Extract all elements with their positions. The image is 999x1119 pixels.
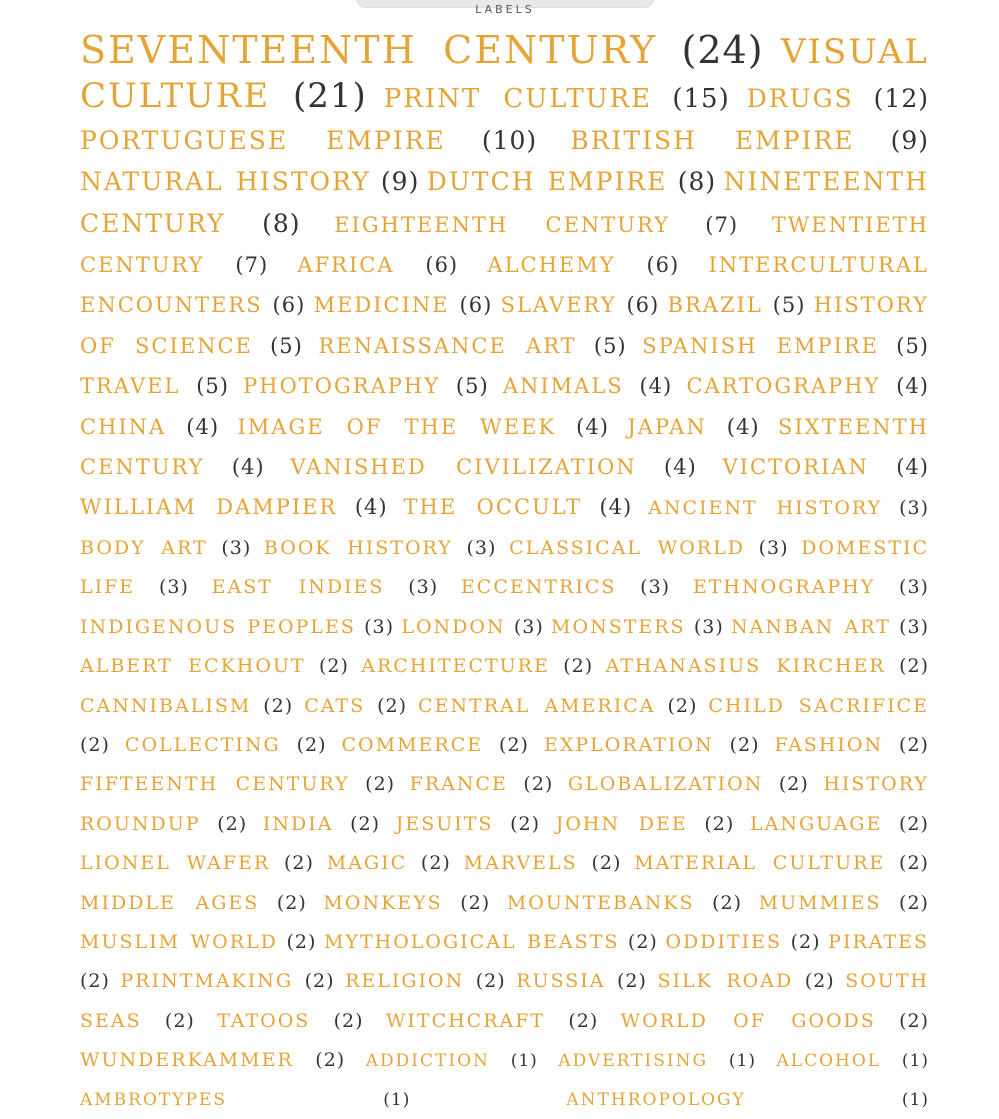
label-name: ANTHROPOLOGY bbox=[566, 1089, 746, 1110]
label-name: ODDITIES bbox=[665, 930, 783, 953]
label-name: DUTCH EMPIRE bbox=[426, 167, 668, 197]
label-name: ADDICTION bbox=[365, 1051, 490, 1072]
label-count: (5) bbox=[593, 333, 627, 358]
label-count: (4) bbox=[231, 455, 265, 480]
label-name: CANNIBALISM bbox=[80, 694, 252, 717]
label-count: (2) bbox=[377, 694, 408, 717]
label-name: VISUAL CULTURE bbox=[80, 32, 929, 117]
label-name: PHOTOGRAPHY bbox=[243, 374, 441, 399]
label-count: (12) bbox=[873, 84, 929, 114]
label-link-printmaking[interactable] bbox=[120, 970, 334, 992]
label-link-wunderkammer[interactable] bbox=[80, 1049, 345, 1071]
label-link-london[interactable] bbox=[401, 616, 543, 638]
label-name: BRAZIL bbox=[667, 293, 763, 318]
label-link-renaissance-art[interactable] bbox=[318, 334, 626, 358]
label-count: (6) bbox=[425, 253, 459, 278]
label-cloud bbox=[80, 28, 930, 1119]
label-name: ALBERT ECKHOUT bbox=[80, 655, 306, 678]
label-count: (1) bbox=[901, 1089, 929, 1110]
label-count: (2) bbox=[899, 852, 929, 875]
label-name: COMMERCE bbox=[341, 733, 484, 756]
label-name: EAST INDIES bbox=[211, 576, 385, 599]
label-link-jesuits[interactable] bbox=[396, 813, 540, 835]
label-count: (2) bbox=[899, 655, 930, 678]
label-count: (2) bbox=[284, 852, 314, 875]
label-count: (2) bbox=[296, 733, 327, 756]
label-name: EXPLORATION bbox=[543, 733, 714, 756]
label-count: (2) bbox=[510, 812, 541, 835]
label-link-cartography[interactable] bbox=[686, 374, 929, 398]
label-link-religion[interactable] bbox=[345, 970, 506, 992]
label-link-mountebanks[interactable] bbox=[507, 892, 742, 914]
label-link-addiction[interactable] bbox=[366, 1051, 538, 1071]
label-link-lionel-wafer[interactable] bbox=[80, 852, 314, 874]
label-name: JESUITS bbox=[395, 812, 494, 835]
label-name: ECCENTRICS bbox=[460, 576, 617, 599]
label-name: PORTUGUESE EMPIRE bbox=[80, 125, 446, 155]
label-name: MAGIC bbox=[326, 852, 408, 875]
label-link-albert-eckhout[interactable] bbox=[80, 655, 349, 677]
label-name: SPANISH EMPIRE bbox=[642, 333, 880, 358]
label-link-william-dampier[interactable] bbox=[80, 495, 388, 519]
label-count: (2) bbox=[333, 1009, 364, 1032]
label-name: INDIA bbox=[262, 812, 334, 835]
label-link-marvels[interactable] bbox=[464, 852, 622, 874]
label-name: ETHNOGRAPHY bbox=[692, 576, 876, 599]
label-link-medicine[interactable] bbox=[314, 293, 493, 317]
label-link-travel[interactable] bbox=[80, 374, 229, 398]
label-name: CHINA bbox=[80, 414, 167, 439]
label-count: (7) bbox=[235, 253, 269, 278]
label-link-monkeys[interactable] bbox=[323, 892, 490, 914]
label-link-east-indies[interactable] bbox=[212, 576, 438, 598]
label-count: (3) bbox=[899, 615, 930, 638]
label-count: (1) bbox=[383, 1089, 411, 1110]
label-count: (2) bbox=[318, 655, 349, 678]
label-name: HISTORY ROUNDUP bbox=[80, 773, 929, 835]
label-link-dutch-empire[interactable] bbox=[427, 167, 716, 196]
label-name: GLOBALIZATION bbox=[567, 773, 764, 796]
label-link-ambrotypes[interactable] bbox=[80, 1090, 410, 1110]
label-name: CHILD SACRIFICE bbox=[708, 694, 929, 717]
label-link-middle-ages[interactable] bbox=[80, 892, 307, 914]
label-link-print-culture[interactable] bbox=[384, 84, 730, 114]
label-name: INTERCULTURAL ENCOUNTERS bbox=[80, 253, 929, 318]
label-name: JAPAN bbox=[627, 414, 707, 439]
label-count: (1) bbox=[728, 1051, 756, 1072]
label-count: (2) bbox=[315, 1049, 346, 1072]
label-count: (2) bbox=[617, 970, 647, 993]
label-name: TWENTIETH CENTURY bbox=[80, 212, 929, 278]
label-count: (2) bbox=[899, 812, 929, 835]
label-count: (5) bbox=[772, 293, 806, 318]
label-name: LIONEL WAFER bbox=[80, 852, 271, 875]
label-name: SEVENTEENTH CENTURY bbox=[80, 28, 658, 72]
label-count: (2) bbox=[591, 852, 622, 875]
label-count: (2) bbox=[420, 852, 451, 875]
label-count: (2) bbox=[804, 970, 835, 993]
label-link-fashion[interactable] bbox=[775, 734, 929, 756]
label-link-mummies[interactable] bbox=[759, 892, 929, 914]
label-name: ANIMALS bbox=[502, 374, 624, 399]
label-link-india[interactable] bbox=[263, 813, 380, 835]
label-link-globalization[interactable] bbox=[568, 773, 809, 795]
label-count: (4) bbox=[639, 374, 673, 399]
label-count: (2) bbox=[350, 812, 381, 835]
label-name: DOMESTIC LIFE bbox=[80, 536, 930, 599]
label-link-body-art[interactable] bbox=[80, 537, 251, 559]
label-count: (10) bbox=[481, 125, 538, 155]
label-name: CLASSICAL WORLD bbox=[509, 536, 745, 559]
label-name: BOOK HISTORY bbox=[263, 536, 453, 559]
label-link-exploration[interactable] bbox=[544, 734, 760, 756]
label-count: (2) bbox=[667, 694, 698, 717]
label-name: JOHN DEE bbox=[555, 812, 688, 835]
label-count: (2) bbox=[568, 1009, 599, 1032]
label-count: (2) bbox=[523, 773, 554, 796]
label-count: (2) bbox=[460, 891, 491, 914]
label-name: SIXTEENTH CENTURY bbox=[80, 414, 929, 480]
label-count: (21) bbox=[292, 76, 367, 117]
label-count: (15) bbox=[672, 84, 730, 115]
label-link-natural-history[interactable] bbox=[80, 167, 419, 196]
label-name: RELIGION bbox=[345, 970, 465, 993]
label-link-mythological-beasts[interactable] bbox=[324, 931, 658, 953]
label-count: (4) bbox=[354, 495, 388, 520]
label-name: AFRICA bbox=[297, 253, 395, 278]
label-link-advertising[interactable] bbox=[558, 1051, 756, 1071]
label-name: THE OCCULT bbox=[403, 495, 582, 520]
label-link-france[interactable] bbox=[410, 773, 554, 795]
label-link-eccentrics[interactable] bbox=[461, 576, 670, 598]
label-name: WITCHCRAFT bbox=[385, 1009, 546, 1032]
label-link-language[interactable] bbox=[750, 813, 929, 835]
label-count: (2) bbox=[263, 694, 294, 717]
label-count: (2) bbox=[276, 891, 307, 914]
label-count: (2) bbox=[899, 891, 929, 914]
label-link-alchemy[interactable] bbox=[487, 253, 679, 277]
label-link-central-america[interactable] bbox=[418, 695, 697, 717]
label-count: (2) bbox=[217, 812, 248, 835]
label-name: MOUNTEBANKS bbox=[506, 891, 695, 914]
label-link-book-history[interactable] bbox=[264, 537, 496, 559]
label-link-animals[interactable] bbox=[503, 374, 672, 398]
label-link-cats[interactable] bbox=[304, 695, 407, 717]
label-link-tatoos[interactable] bbox=[217, 1010, 363, 1032]
label-count: (2) bbox=[899, 733, 929, 756]
label-name: RUSSIA bbox=[516, 970, 606, 993]
label-link-collecting[interactable] bbox=[125, 734, 327, 756]
label-link-drugs[interactable] bbox=[747, 84, 929, 113]
label-link-muslim-world[interactable] bbox=[80, 931, 316, 953]
label-link-indigenous-peoples[interactable] bbox=[80, 616, 394, 638]
label-link-photography[interactable] bbox=[243, 374, 489, 398]
label-name: CATS bbox=[304, 694, 366, 717]
label-name: ATHANASIUS KIRCHER bbox=[605, 655, 886, 678]
label-count: (3) bbox=[364, 615, 395, 638]
label-link-seventeenth-century[interactable] bbox=[80, 28, 764, 72]
label-count: (3) bbox=[758, 536, 789, 559]
label-link-cannibalism[interactable] bbox=[80, 695, 293, 717]
label-count: (3) bbox=[466, 536, 497, 559]
label-name: VANISHED CIVILIZATION bbox=[290, 455, 637, 480]
label-count: (7) bbox=[705, 212, 739, 237]
label-name: SOUTH SEAS bbox=[80, 970, 930, 1032]
section-title: LABELS bbox=[475, 3, 535, 16]
label-count: (9) bbox=[380, 167, 420, 197]
label-link-ethnography[interactable] bbox=[693, 576, 929, 598]
label-link-africa[interactable] bbox=[297, 253, 458, 277]
label-count: (4) bbox=[599, 495, 633, 520]
label-link-image-of-the-week[interactable] bbox=[238, 415, 609, 439]
label-link-russia[interactable] bbox=[516, 970, 647, 992]
label-count: (6) bbox=[459, 293, 493, 318]
label-name: MUMMIES bbox=[758, 891, 882, 914]
label-name: MYTHOLOGICAL BEASTS bbox=[323, 930, 620, 953]
label-name: TATOOS bbox=[217, 1009, 311, 1032]
label-count: (24) bbox=[681, 28, 764, 72]
label-count: (6) bbox=[626, 293, 660, 318]
label-count: (1) bbox=[901, 1051, 929, 1072]
label-count: (2) bbox=[80, 733, 110, 756]
label-name: IMAGE OF THE WEEK bbox=[237, 414, 557, 439]
label-count: (4) bbox=[726, 414, 760, 439]
label-count: (5) bbox=[196, 374, 229, 399]
label-count: (2) bbox=[164, 1009, 195, 1032]
label-count: (2) bbox=[778, 773, 809, 796]
label-name: NATURAL HISTORY bbox=[80, 167, 371, 197]
label-count: (3) bbox=[899, 497, 929, 520]
label-link-the-occult[interactable] bbox=[404, 495, 633, 519]
label-count: (2) bbox=[729, 733, 760, 756]
label-name: ANCIENT HISTORY bbox=[648, 497, 883, 520]
label-count: (3) bbox=[640, 576, 671, 599]
label-count: (2) bbox=[627, 930, 658, 953]
label-link-witchcraft[interactable] bbox=[386, 1010, 598, 1032]
label-link-commerce[interactable] bbox=[342, 734, 529, 756]
label-count: (4) bbox=[896, 374, 929, 399]
label-link-monsters[interactable] bbox=[551, 616, 724, 638]
label-name: MONSTERS bbox=[551, 615, 686, 638]
label-name: NINETEENTH CENTURY bbox=[80, 167, 929, 238]
label-count: (2) bbox=[712, 891, 743, 914]
label-name: CENTRAL AMERICA bbox=[418, 694, 656, 717]
label-count: (2) bbox=[286, 930, 317, 953]
label-link-british-empire[interactable] bbox=[570, 126, 929, 155]
label-link-spanish-empire[interactable] bbox=[642, 334, 929, 358]
label-name: SILK ROAD bbox=[657, 970, 794, 993]
label-name: MIDDLE AGES bbox=[80, 891, 260, 914]
label-count: (3) bbox=[899, 576, 929, 599]
label-link-china[interactable] bbox=[80, 415, 219, 439]
label-link-japan[interactable] bbox=[627, 415, 759, 439]
label-link-victorian[interactable] bbox=[722, 455, 928, 479]
label-name: MEDICINE bbox=[313, 293, 450, 318]
label-name: PRINTMAKING bbox=[120, 970, 294, 993]
label-link-athanasius-kircher[interactable] bbox=[606, 655, 929, 677]
label-name: MONKEYS bbox=[323, 891, 443, 914]
label-link-material-culture[interactable] bbox=[634, 852, 929, 874]
label-name: DRUGS bbox=[746, 84, 854, 114]
label-link-classical-world[interactable] bbox=[509, 537, 788, 559]
label-name: HISTORY OF SCIENCE bbox=[80, 293, 930, 358]
label-link-anthropology[interactable] bbox=[566, 1090, 929, 1110]
label-count: (2) bbox=[563, 655, 594, 678]
label-name: AMBROTYPES bbox=[80, 1089, 227, 1110]
label-name: PRINT CULTURE bbox=[383, 84, 653, 115]
label-name: NANBAN ART bbox=[731, 615, 891, 638]
label-name: COLLECTING bbox=[124, 733, 281, 756]
label-name: FIFTEENTH CENTURY bbox=[80, 773, 350, 796]
label-name: ARCHITECTURE bbox=[361, 655, 550, 678]
label-count: (2) bbox=[899, 1009, 929, 1032]
label-name: INDIGENOUS PEOPLES bbox=[80, 615, 356, 638]
label-name: VICTORIAN bbox=[722, 455, 869, 480]
label-link-world-of-goods[interactable] bbox=[621, 1010, 929, 1032]
label-count: (3) bbox=[221, 536, 252, 559]
label-link-eighteenth-century[interactable] bbox=[334, 213, 738, 237]
label-name: MATERIAL CULTURE bbox=[634, 852, 886, 875]
label-count: (5) bbox=[270, 333, 303, 358]
label-name: RENAISSANCE ART bbox=[318, 333, 577, 358]
label-count: (2) bbox=[475, 970, 506, 993]
label-name: WILLIAM DAMPIER bbox=[80, 495, 338, 520]
label-count: (4) bbox=[576, 414, 609, 439]
label-count: (2) bbox=[704, 812, 735, 835]
label-count: (4) bbox=[186, 414, 220, 439]
label-link-architecture[interactable] bbox=[361, 655, 593, 677]
label-count: (8) bbox=[677, 167, 717, 197]
label-name: LANGUAGE bbox=[750, 812, 883, 835]
label-name: WUNDERKAMMER bbox=[80, 1049, 294, 1072]
label-count: (2) bbox=[790, 930, 821, 953]
label-link-alcohol[interactable] bbox=[777, 1051, 930, 1071]
label-count: (3) bbox=[513, 615, 544, 638]
label-count: (8) bbox=[262, 208, 301, 238]
label-name: FRANCE bbox=[409, 773, 508, 796]
label-count: (3) bbox=[158, 576, 189, 599]
label-name: PIRATES bbox=[828, 930, 930, 953]
label-name: BODY ART bbox=[80, 536, 208, 559]
label-name: BRITISH EMPIRE bbox=[570, 125, 855, 155]
label-link-ancient-history[interactable] bbox=[648, 497, 929, 519]
label-count: (2) bbox=[80, 970, 110, 993]
label-link-magic[interactable] bbox=[327, 852, 451, 874]
label-link-nanban-art[interactable] bbox=[731, 616, 929, 638]
label-count: (3) bbox=[408, 576, 439, 599]
label-name: TRAVEL bbox=[80, 374, 181, 399]
label-name: ADVERTISING bbox=[558, 1051, 709, 1072]
label-link-silk-road[interactable] bbox=[658, 970, 835, 992]
label-link-vanished-civilization[interactable] bbox=[290, 455, 696, 479]
label-name: ALCHEMY bbox=[487, 253, 616, 278]
label-count: (2) bbox=[365, 773, 396, 796]
label-count: (4) bbox=[664, 455, 697, 480]
label-name: CARTOGRAPHY bbox=[686, 374, 881, 399]
label-count: (9) bbox=[890, 125, 929, 155]
label-name: FASHION bbox=[774, 733, 884, 756]
label-count: (5) bbox=[455, 374, 489, 399]
label-link-brazil[interactable] bbox=[668, 293, 806, 317]
label-count: (5) bbox=[896, 333, 929, 358]
label-link-portuguese-empire[interactable] bbox=[80, 126, 537, 155]
label-count: (2) bbox=[499, 733, 529, 756]
label-link-fifteenth-century[interactable] bbox=[80, 773, 395, 795]
label-count: (1) bbox=[510, 1051, 538, 1072]
label-name: LONDON bbox=[401, 615, 506, 638]
label-name: MUSLIM WORLD bbox=[80, 930, 278, 953]
label-name: EIGHTEENTH CENTURY bbox=[334, 212, 671, 237]
label-link-john-dee[interactable] bbox=[556, 813, 735, 835]
label-name: WORLD OF GOODS bbox=[620, 1009, 876, 1032]
label-link-slavery[interactable] bbox=[501, 293, 660, 317]
label-count: (2) bbox=[304, 970, 335, 993]
label-count: (3) bbox=[693, 615, 724, 638]
label-name: ALCOHOL bbox=[776, 1051, 882, 1072]
label-count: (6) bbox=[646, 253, 680, 278]
label-count: (4) bbox=[896, 455, 929, 480]
label-name: MARVELS bbox=[463, 852, 578, 875]
label-count: (6) bbox=[272, 293, 306, 318]
label-link-oddities[interactable] bbox=[665, 931, 820, 953]
label-name: SLAVERY bbox=[500, 293, 617, 318]
